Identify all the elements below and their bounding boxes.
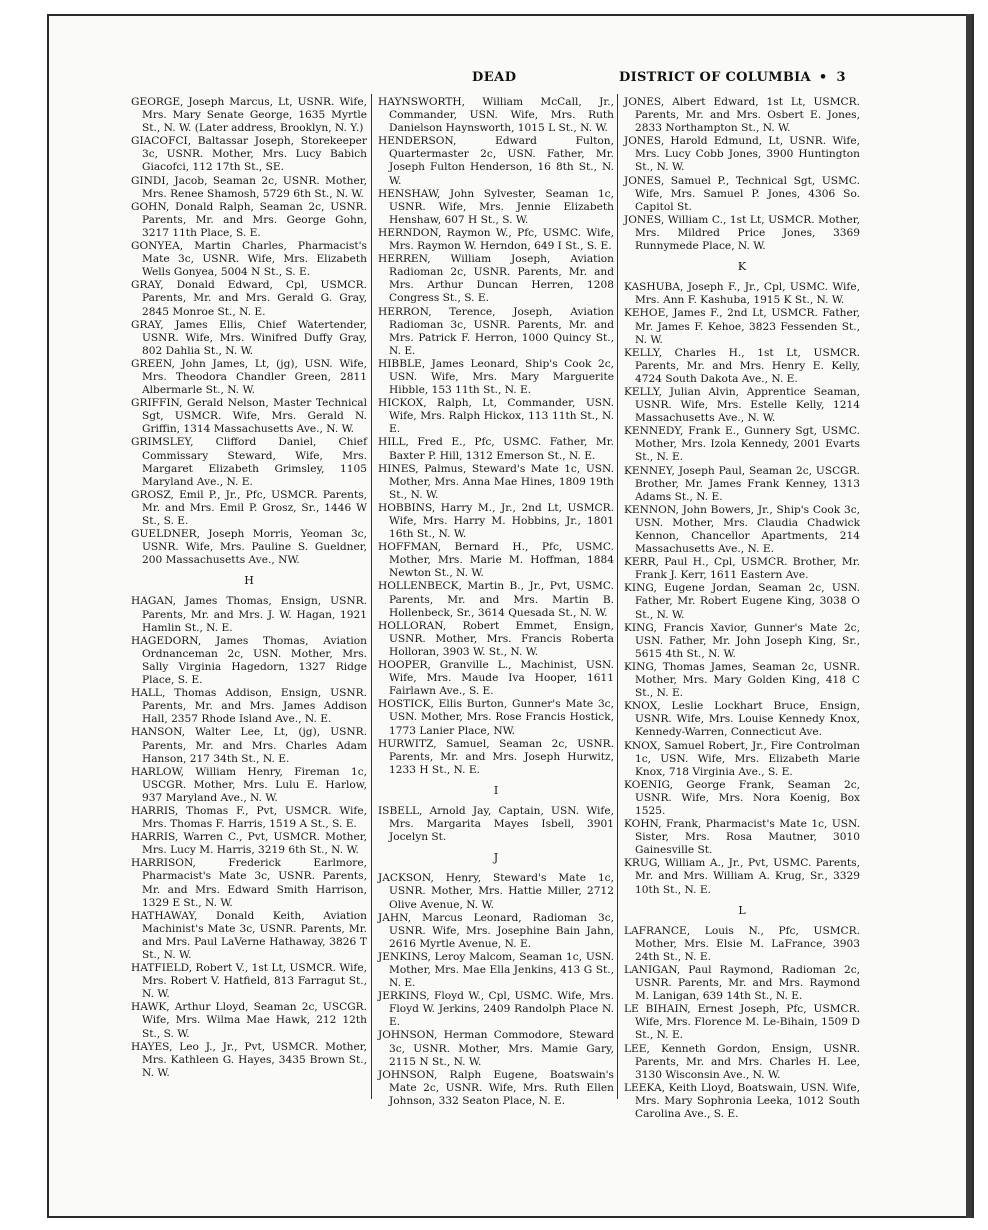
casualty-entry: LEE, Kenneth Gordon, Ensign, USNR. Parents, Mr. and Mrs. Charles H. Lee, 3130 Wisconsin Ave., N. W. xyxy=(624,1042,860,1081)
page-number: 3 xyxy=(836,70,846,85)
casualty-entry: HOOPER, Granville L., Machinist, USN. Wife, Mrs. Maude Iva Hooper, 1611 Fairlawn Ave., S. E. xyxy=(378,659,614,698)
header-region-title: DISTRICT OF COLUMBIA xyxy=(619,70,811,85)
casualty-entry: HENDERSON, Edward Fulton, Quartermaster 2c, USN. Father, Mr. Joseph Fulton Henderson, 16 8th St., N. W. xyxy=(378,135,614,187)
casualty-entry: HARRISON, Frederick Earlmore, Pharmacist's Mate 3c, USNR. Parents, Mr. and Mrs. Edward Smith Harrison, 1329 E St., N. W. xyxy=(131,857,367,909)
casualty-entry: KERR, Paul H., Cpl, USMCR. Brother, Mr. Frank J. Kerr, 1611 Eastern Ave. xyxy=(624,556,860,582)
casualty-entry: HATHAWAY, Donald Keith, Aviation Machinist's Mate 3c, USNR. Parents, Mr. and Mrs. Paul LaVerne Hathaway, 3826 T St., N. W. xyxy=(131,909,367,961)
casualty-entry: HARLOW, William Henry, Fireman 1c, USCGR. Mother, Mrs. Lulu E. Harlow, 937 Maryland Ave., N. W. xyxy=(131,765,367,804)
casualty-entry: GIACOFCI, Baltassar Joseph, Storekeeper 3c, USNR. Mother, Mrs. Lucy Babich Giacofci, 112 17th St., SE. xyxy=(131,135,367,174)
casualty-entry: JONES, Albert Edward, 1st Lt, USMCR. Parents, Mr. and Mrs. Osbert E. Jones, 2833 Northampton St., N. W. xyxy=(624,96,860,135)
casualty-entry: KOHN, Frank, Pharmacist's Mate 1c, USN. Sister, Mrs. Rosa Mautner, 3010 Gainesville St. xyxy=(624,818,860,857)
casualty-entry: GROSZ, Emil P., Jr., Pfc, USMCR. Parents, Mr. and Mrs. Emil P. Grosz, Sr., 1446 W St., S. E. xyxy=(131,488,367,527)
casualty-entry: HOLLORAN, Robert Emmet, Ensign, USNR. Mother, Mrs. Francis Roberta Holloran, 3903 W. St., N. W. xyxy=(378,619,614,658)
casualty-entry: KNOX, Leslie Lockhart Bruce, Ensign, USNR. Wife, Mrs. Louise Kennedy Knox, Kennedy-Warren, Connecticut Ave. xyxy=(624,700,860,739)
casualty-entry: GRIFFIN, Gerald Nelson, Master Technical Sgt, USMCR. Wife, Mrs. Gerald N. Griffin, 1314 Massachusetts Ave., N. W. xyxy=(131,397,367,436)
casualty-entry: HOLLENBECK, Martin B., Jr., Pvt, USMC. Parents, Mr. and Mrs. Martin B. Hollenbeck, Sr., 3614 Quesada St., N. W. xyxy=(378,580,614,619)
casualty-entry: LANIGAN, Paul Raymond, Radioman 2c, USNR. Parents, Mr. and Mrs. Raymond M. Lanigan, 639 14th St., N. E. xyxy=(624,964,860,1003)
casualty-entry: HARRIS, Thomas F., Pvt, USMCR. Wife, Mrs. Thomas F. Harris, 1519 A St., S. E. xyxy=(131,804,367,831)
casualty-entry: KOENIG, George Frank, Seaman 2c, USNR. Wife, Mrs. Nora Koenig, Box 1525. xyxy=(624,778,860,817)
casualty-entry: JONES, Harold Edmund, Lt, USNR. Wife, Mrs. Lucy Cobb Jones, 3900 Huntington St., N. W. xyxy=(624,135,860,174)
casualty-entry: HAYNSWORTH, William McCall, Jr., Commander, USN. Wife, Mrs. Ruth Danielson Haynsworth, 1015 L St., N. W. xyxy=(378,96,614,135)
casualty-entry: KING, Eugene Jordan, Seaman 2c, USN. Father, Mr. Robert Eugene King, 3038 O St., N. W. xyxy=(624,582,860,621)
casualty-entry: GINDI, Jacob, Seaman 2c, USNR. Mother, Mrs. Renee Shamosh, 5729 6th St., N. W. xyxy=(131,174,367,200)
casualty-entry: HENSHAW, John Sylvester, Seaman 1c, USNR. Wife, Mrs. Jennie Elizabeth Henshaw, 607 H St., S. W. xyxy=(378,187,614,226)
casualty-entry: JAHN, Marcus Leonard, Radioman 3c, USNR. Wife, Mrs. Josephine Bain Jahn, 2616 Myrtle Avenue, N. E. xyxy=(378,911,614,950)
casualty-entry: KELLY, Julian Alvin, Apprentice Seaman, USNR. Wife, Mrs. Estelle Kelly, 1214 Massachusetts Ave., N. W. xyxy=(624,385,860,425)
casualty-entry: HALL, Thomas Addison, Ensign, USNR. Parents, Mr. and Mrs. James Addison Hall, 2357 Rhode Island Ave., N. E. xyxy=(131,687,367,726)
casualty-entry: JONES, William C., 1st Lt, USMCR. Mother, Mrs. Mildred Price Jones, 3369 Runnymede Place, N. W. xyxy=(624,213,860,253)
casualty-entry: LEEKA, Keith Lloyd, Boatswain, USN. Wife, Mrs. Mary Sophronia Leeka, 1012 South Carolina Ave., S. E. xyxy=(624,1081,860,1121)
casualty-entry: KELLY, Charles H., 1st Lt, USMCR. Parents, Mr. and Mrs. Henry E. Kelly, 4724 South Dakota Ave., N. E. xyxy=(624,346,860,385)
section-letter: J xyxy=(493,851,499,865)
casualty-entry: LE BIHAIN, Ernest Joseph, Pfc, USMCR. Wife, Mrs. Florence M. Le-Bihain, 1509 D St., N. E. xyxy=(624,1003,860,1042)
casualty-entry: KING, Thomas James, Seaman 2c, USNR. Mother, Mrs. Mary Golden King, 418 C St., N. E. xyxy=(624,660,860,700)
section-letter: I xyxy=(493,783,499,797)
header-bullet: • xyxy=(818,70,828,85)
casualty-entry: HOFFMAN, Bernard H., Pfc, USMC. Mother, Mrs. Marie M. Hoffman, 1884 Newton St., N. W. xyxy=(378,541,614,580)
casualty-entry: HAGAN, James Thomas, Ensign, USNR. Parents, Mr. and Mrs. J. W. Hagan, 1921 Hamlin St., N. E. xyxy=(131,595,367,634)
casualty-entry: HERRON, Terence, Joseph, Aviation Radioman 3c, USNR. Parents, Mr. and Mrs. Patrick F. Herron, 1000 Quincy St., N. E. xyxy=(378,305,614,357)
casualty-entry: HERREN, William Joseph, Aviation Radioman 2c, USNR. Parents, Mr. and Mrs. Arthur Duncan Herren, 1208 Congress St., S. E. xyxy=(378,253,614,305)
casualty-entry: HOBBINS, Harry M., Jr., 2nd Lt, USMCR. Wife, Mrs. Harry M. Hobbins, Jr., 1801 16th St., N. W. xyxy=(378,501,614,541)
column-1 xyxy=(131,96,367,1080)
casualty-entry: HICKOX, Ralph, Lt, Commander, USN. Wife, Mrs. Ralph Hickox, 113 11th St., N. E. xyxy=(378,397,614,436)
casualty-entry: GREEN, John James, Lt, (jg), USN. Wife, Mrs. Theodora Chandler Green, 2811 Albermarle St., N. W. xyxy=(131,357,367,397)
section-letter: L xyxy=(738,903,746,917)
casualty-entry: HOSTICK, Ellis Burton, Gunner's Mate 3c, USN. Mother, Mrs. Rose Francis Hostick, 1773 Lanier Place, NW. xyxy=(378,698,614,737)
column-rule xyxy=(371,94,372,1099)
casualty-entry: KING, Francis Xavior, Gunner's Mate 2c, USN. Father, Mr. John Joseph King, Sr., 5615 4th St., N. W. xyxy=(624,621,860,660)
casualty-entry: HATFIELD, Robert V., 1st Lt, USMCR. Wife, Mrs. Robert V. Hatfield, 813 Farragut St., N. W. xyxy=(131,962,367,1001)
casualty-entry: KNOX, Samuel Robert, Jr., Fire Controlman 1c, USN. Wife, Mrs. Elizabeth Marie Knox, 718 Virginia Ave., S. E. xyxy=(624,739,860,778)
casualty-entry: GUELDNER, Joseph Morris, Yeoman 3c, USNR. Wife, Mrs. Pauline S. Gueldner, 200 Massachusetts Ave., NW. xyxy=(131,528,367,567)
casualty-entry: KENNEDY, Frank E., Gunnery Sgt, USMC. Mother, Mrs. Izola Kennedy, 2001 Evarts St., N. E. xyxy=(624,425,860,464)
column-2 xyxy=(378,96,614,1108)
casualty-entry: JONES, Samuel P., Technical Sgt, USMC. Wife, Mrs. Samuel P. Jones, 4306 So. Capitol St. xyxy=(624,174,860,213)
casualty-entry: LAFRANCE, Louis N., Pfc, USMCR. Mother, Mrs. Elsie M. LaFrance, 3903 24th St., N. E. xyxy=(624,924,860,963)
section-letter: K xyxy=(737,260,747,274)
casualty-entry: HURWITZ, Samuel, Seaman 2c, USNR. Parents, Mr. and Mrs. Joseph Hurwitz, 1233 H St., N. E. xyxy=(378,737,614,776)
casualty-entry: GRIMSLEY, Clifford Daniel, Chief Commissary Steward, Wife, Mrs. Margaret Elizabeth Grimsley, 1105 Maryland Ave., N. E. xyxy=(131,436,367,488)
casualty-entry: HINES, Palmus, Steward's Mate 1c, USN. Mother, Mrs. Anna Mae Hines, 1809 19th St., N. W. xyxy=(378,462,614,501)
casualty-entry: HARRIS, Warren C., Pvt, USMCR. Mother, Mrs. Lucy M. Harris, 3219 6th St., N. W. xyxy=(131,831,367,857)
column-3 xyxy=(624,96,860,1121)
casualty-entry: GOHN, Donald Ralph, Seaman 2c, USNR. Parents, Mr. and Mrs. George Gohn, 3217 11th Place, S. E. xyxy=(131,200,367,239)
casualty-entry: ISBELL, Arnold Jay, Captain, USN. Wife, Mrs. Margarita Mayes Isbell, 3901 Jocelyn St. xyxy=(378,804,614,844)
casualty-entry: HANSON, Walter Lee, Lt, (jg), USNR. Parents, Mr. and Mrs. Charles Adam Hanson, 217 34th St., N. E. xyxy=(131,726,367,765)
scan-edge xyxy=(966,14,972,1218)
casualty-entry: GRAY, Donald Edward, Cpl, USMCR. Parents, Mr. and Mrs. Gerald G. Gray, 2845 Monroe St., N. E. xyxy=(131,279,367,318)
casualty-entry: JENKINS, Leroy Malcom, Seaman 1c, USN. Mother, Mrs. Mae Ella Jenkins, 413 G St., N. E. xyxy=(378,950,614,990)
casualty-entry: HERNDON, Raymon W., Pfc, USMC. Wife, Mrs. Raymon W. Herndon, 649 I St., S. E. xyxy=(378,226,614,253)
page-header xyxy=(0,70,988,90)
casualty-entry: HAYES, Leo J., Jr., Pvt, USMCR. Mother, Mrs. Kathleen G. Hayes, 3435 Brown St., N. W. xyxy=(131,1040,367,1079)
header-region xyxy=(619,70,846,85)
casualty-entry: HAGEDORN, James Thomas, Aviation Ordnanceman 2c, USN. Mother, Mrs. Sally Virginia Hagedorn, 1327 Ridge Place, S. E. xyxy=(131,634,367,687)
casualty-entry: JOHNSON, Herman Commodore, Steward 3c, USNR. Mother, Mrs. Mamie Gary, 2115 N St., N. W. xyxy=(378,1029,614,1068)
casualty-entry: HAWK, Arthur Lloyd, Seaman 2c, USCGR. Wife, Mrs. Wilma Mae Hawk, 212 12th St., S. W. xyxy=(131,1001,367,1040)
casualty-entry: JACKSON, Henry, Steward's Mate 1c, USNR. Mother, Mrs. Hattie Miller, 2712 Olive Avenue, N. W. xyxy=(378,872,614,911)
casualty-entry: KEHOE, James F., 2nd Lt, USMCR. Father, Mr. James F. Kehoe, 3823 Fessenden St., N. W. xyxy=(624,307,860,346)
casualty-entry: JERKINS, Floyd W., Cpl, USMC. Wife, Mrs. Floyd W. Jerkins, 2409 Randolph Place N. E. xyxy=(378,990,614,1029)
casualty-entry: GONYEA, Martin Charles, Pharmacist's Mate 3c, USNR. Wife, Mrs. Elizabeth Wells Gonyea, 5004 N St., S. E. xyxy=(131,240,367,279)
casualty-entry: HILL, Fred E., Pfc, USMC. Father, Mr. Baxter P. Hill, 1312 Emerson St., N. E. xyxy=(378,436,614,462)
casualty-entry: KENNEY, Joseph Paul, Seaman 2c, USCGR. Brother, Mr. James Frank Kenney, 1313 Adams St., N. E. xyxy=(624,464,860,503)
casualty-entry: HIBBLE, James Leonard, Ship's Cook 2c, USN. Wife, Mrs. Mary Marguerite Hibble, 153 11th St., N. E. xyxy=(378,357,614,397)
casualty-entry: KASHUBA, Joseph F., Jr., Cpl, USMC. Wife, Mrs. Ann F. Kashuba, 1915 K St., N. W. xyxy=(624,281,860,307)
casualty-entry: KENNON, John Bowers, Jr., Ship's Cook 3c, USN. Mother, Mrs. Claudia Chadwick Kennon, Chancellor Apartments, 214 Massachusetts Ave., N. E. xyxy=(624,503,860,556)
casualty-entry: JOHNSON, Ralph Eugene, Boatswain's Mate 2c, USNR. Wife, Mrs. Ruth Ellen Johnson, 332 Seaton Place, N. E. xyxy=(378,1068,614,1107)
column-rule xyxy=(617,94,618,1099)
section-letter: H xyxy=(244,574,254,588)
casualty-entry: GRAY, James Ellis, Chief Watertender, USNR. Wife, Mrs. Winifred Duffy Gray, 802 Dahlia St., N. W. xyxy=(131,318,367,357)
casualty-entry: GEORGE, Joseph Marcus, Lt, USNR. Wife, Mrs. Mary Senate George, 1635 Myrtle St., N. W. (Later address, Brooklyn, N. Y.) xyxy=(131,96,367,135)
header-section-title: DEAD xyxy=(472,70,517,85)
casualty-entry: KRUG, William A., Jr., Pvt, USMC. Parents, Mr. and Mrs. William A. Krug, Sr., 3329 10th St., N. E. xyxy=(624,857,860,896)
